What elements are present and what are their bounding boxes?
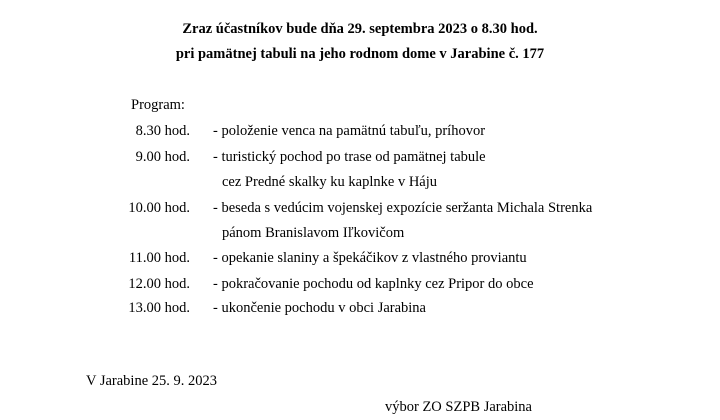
schedule-time-1200: 12.00 hod. xyxy=(128,276,190,292)
schedule-item-wreath: - položenie venca na pamätnú tabuľu, príhovor xyxy=(213,123,486,139)
schedule-item-continue-hike: - pokračovanie pochodu od kaplnky cez Pripor do obce xyxy=(213,276,534,292)
schedule-item-hike: - turistický pochod po trase od pamätnej tabule xyxy=(213,149,486,165)
signature-committee: výbor ZO SZPB Jarabina xyxy=(385,399,532,415)
schedule-item-hike-continued: cez Predné skalky ku kaplnke v Háju xyxy=(222,174,438,190)
program-label: Program: xyxy=(131,97,185,113)
place-and-date: V Jarabine 25. 9. 2023 xyxy=(86,373,218,389)
schedule-item-discussion: - beseda s vedúcim vojenskej expozície seržanta Michala Strenka xyxy=(213,200,593,216)
schedule-time-1000: 10.00 hod. xyxy=(128,200,190,216)
schedule-time-1100: 11.00 hod. xyxy=(128,250,190,266)
schedule-item-end-hike: - ukončenie pochodu v obci Jarabina xyxy=(213,300,426,316)
schedule-item-roasting: - opekanie slaniny a špekáčikov z vlastného proviantu xyxy=(213,250,527,266)
schedule-time-900: 9.00 hod. xyxy=(135,149,190,165)
meeting-announcement-line-1: Zraz účastníkov bude dňa 29. septembra 2023 o 8.30 hod. xyxy=(182,21,538,37)
schedule-time-830: 8.30 hod. xyxy=(135,123,190,139)
schedule-item-discussion-continued: pánom Branislavom Iľkovičom xyxy=(222,225,405,241)
meeting-announcement-line-2: pri pamätnej tabuli na jeho rodnom dome v Jarabine č. 177 xyxy=(175,46,545,62)
schedule-time-1300: 13.00 hod. xyxy=(128,300,190,316)
